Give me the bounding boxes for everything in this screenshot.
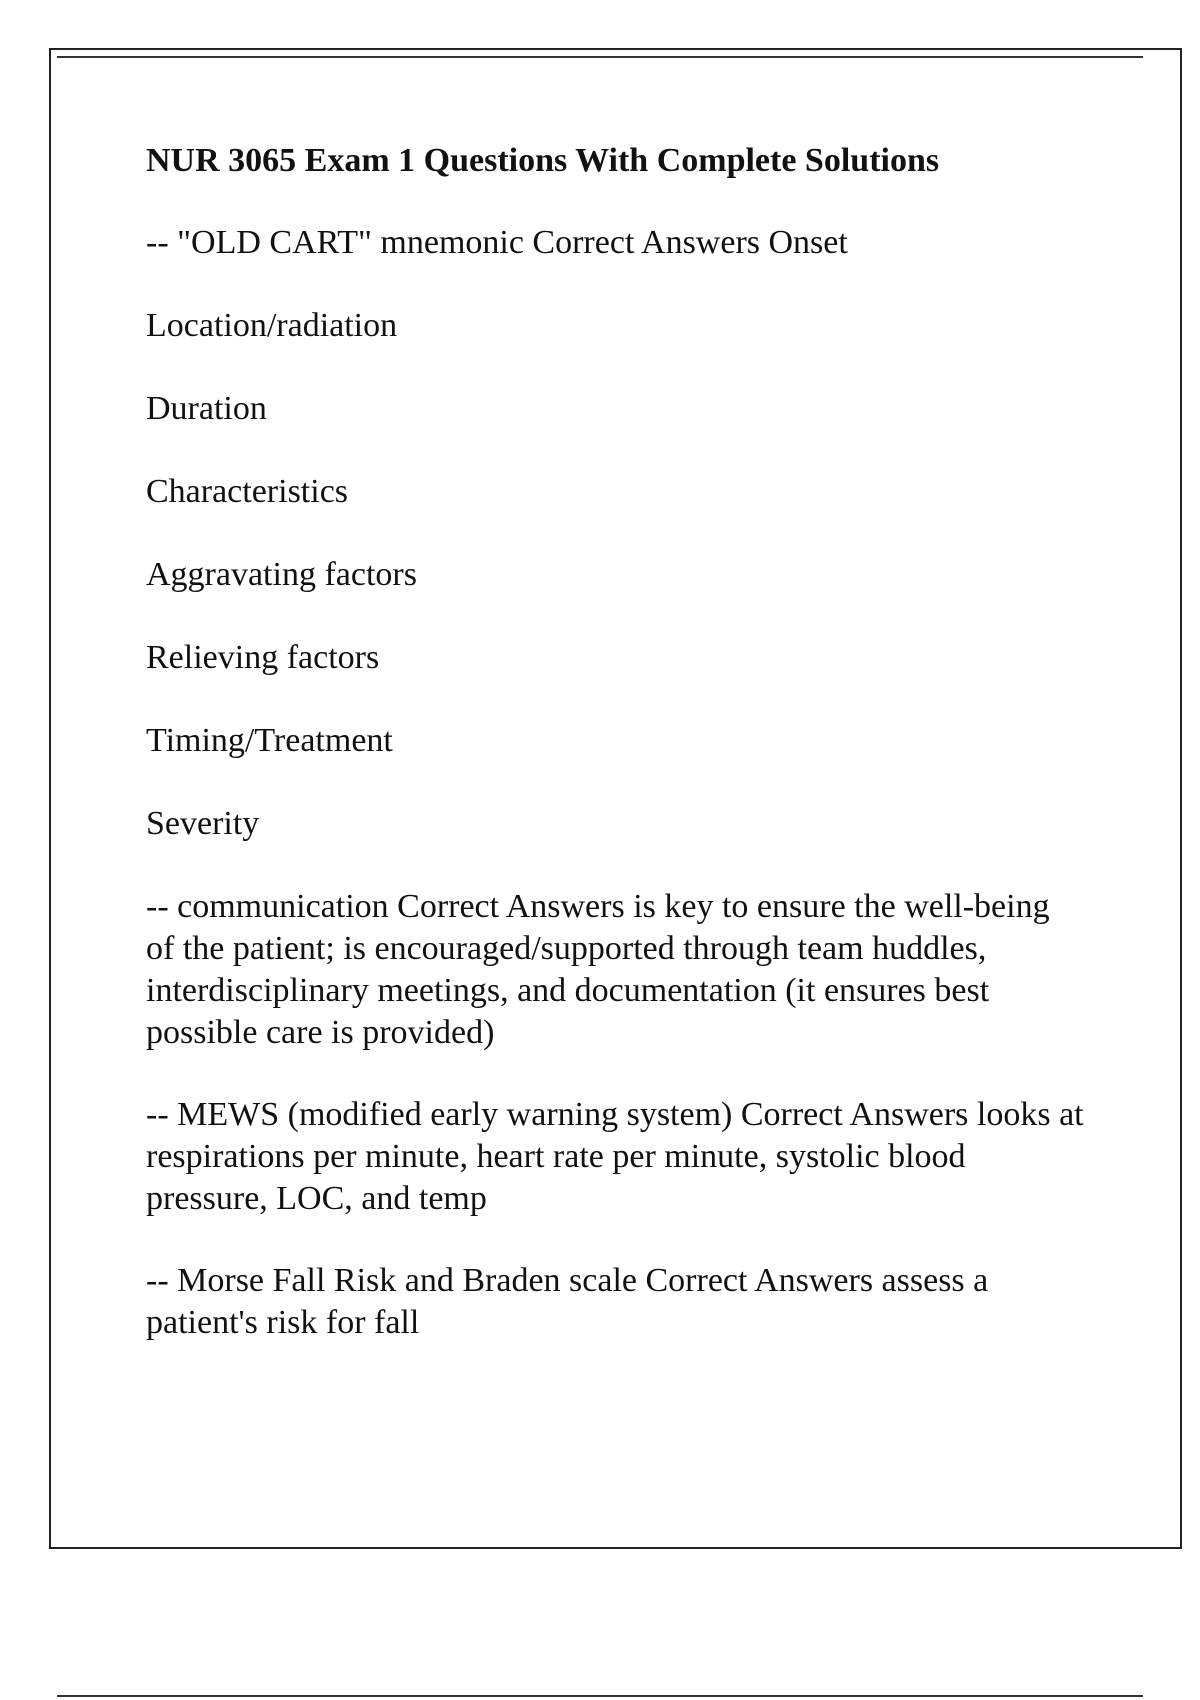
document-body: [146, 140, 1086, 1384]
old-cart-line: -- "OLD CART" mnemonic Correct Answers Onset: [146, 224, 848, 261]
mnemonic-item-relieving: Relieving factors: [146, 639, 380, 676]
mnemonic-item-location: Location/radiation: [146, 307, 398, 344]
qa-communication: -- communication Correct Answers is key to ensure the well-being of the patient; is encouraged/supported through team huddles, interdisciplinary meetings, and documentation (it ensures best possible care is provided): [146, 888, 1050, 1051]
bottom-rule: [57, 1695, 1143, 1697]
mnemonic-item-characteristics: Characteristics: [146, 473, 349, 510]
document-title: NUR 3065 Exam 1 Questions With Complete Solutions: [146, 142, 940, 179]
qa-morse-braden: -- Morse Fall Risk and Braden scale Correct Answers assess a patient's risk for fall: [146, 1262, 989, 1341]
mnemonic-item-duration: Duration: [146, 390, 267, 427]
mnemonic-item-timing: Timing/Treatment: [146, 722, 393, 759]
qa-mews: -- MEWS (modified early warning system) Correct Answers looks at respirations per minute, heart rate per minute, systolic blood pressure, LOC, and temp: [146, 1096, 1084, 1217]
top-rule: [57, 56, 1143, 58]
mnemonic-item-severity: Severity: [146, 805, 260, 842]
mnemonic-item-aggravating: Aggravating factors: [146, 556, 417, 593]
